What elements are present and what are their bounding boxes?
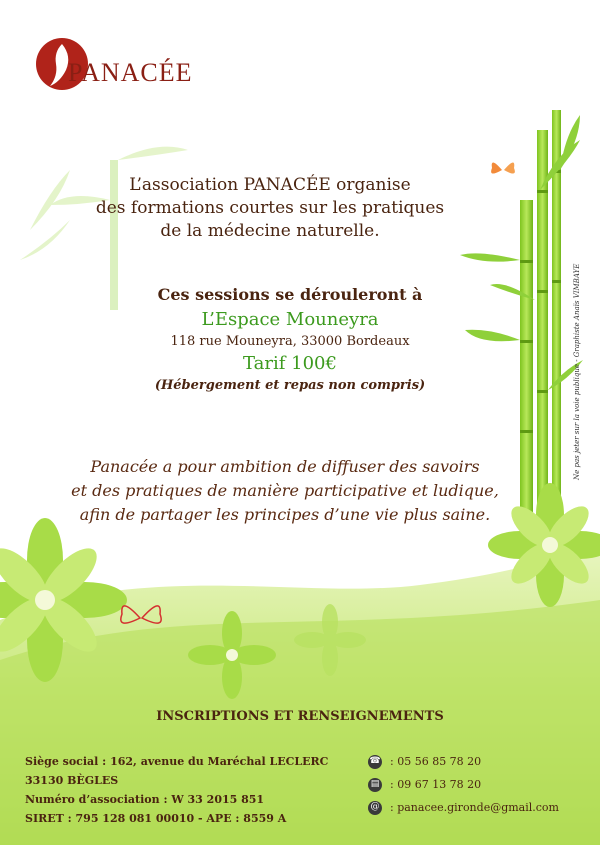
ambition-line: Panacée a pour ambition de diffuser des savoirs xyxy=(90,457,480,476)
association-info xyxy=(25,752,328,828)
venue-address: 118 rue Mouneyra, 33000 Bordeaux xyxy=(170,334,410,349)
price-note: (Hébergement et repas non compris) xyxy=(154,378,426,393)
siret: SIRET : 795 128 081 00010 - APE : 8559 A xyxy=(25,812,287,825)
city: 33130 BÈGLES xyxy=(25,774,119,787)
at-icon: @ xyxy=(368,801,382,815)
siege-social: Siège social : 162, avenue du Maréchal LECLERC xyxy=(25,755,329,768)
intro-text xyxy=(60,174,480,243)
sessions-line: Ces sessions se dérouleront à xyxy=(157,285,423,304)
intro-line: L’association PANACÉE organise xyxy=(129,175,411,195)
ambition-text xyxy=(40,455,530,527)
phone-icon: ☎ xyxy=(368,755,382,769)
email-address[interactable]: : panacee.gironde@gmail.com xyxy=(390,801,559,814)
ambition-line: et des pratiques de manière participative et ludique, xyxy=(71,481,499,500)
footer-heading: INSCRIPTIONS ET RENSEIGNEMENTS xyxy=(156,709,444,724)
phone-row xyxy=(368,750,559,773)
price: Tarif 100€ xyxy=(243,353,337,374)
brand-name: PANACÉE xyxy=(68,58,193,87)
email-row xyxy=(368,796,559,819)
intro-line: des formations courtes sur les pratiques xyxy=(95,198,445,218)
fax-icon: ▤ xyxy=(368,778,382,792)
fax-number[interactable]: : 09 67 13 78 20 xyxy=(390,778,482,791)
side-note: Ne pas jeter sur la voie publique - Graphiste Anaïs VIMBAYE xyxy=(573,263,581,480)
phone-number[interactable]: : 05 56 85 78 20 xyxy=(390,755,482,768)
ambition-line: afin de partager les principes d’une vie plus saine. xyxy=(79,505,491,524)
fax-row xyxy=(368,773,559,796)
sessions-block xyxy=(100,284,480,396)
butterfly-orange-icon xyxy=(491,162,515,173)
contact-block xyxy=(368,750,559,819)
association-number: Numéro d’association : W 33 2015 851 xyxy=(25,793,265,806)
venue-name: L’Espace Mouneyra xyxy=(201,309,379,330)
intro-line: de la médecine naturelle. xyxy=(160,221,380,241)
